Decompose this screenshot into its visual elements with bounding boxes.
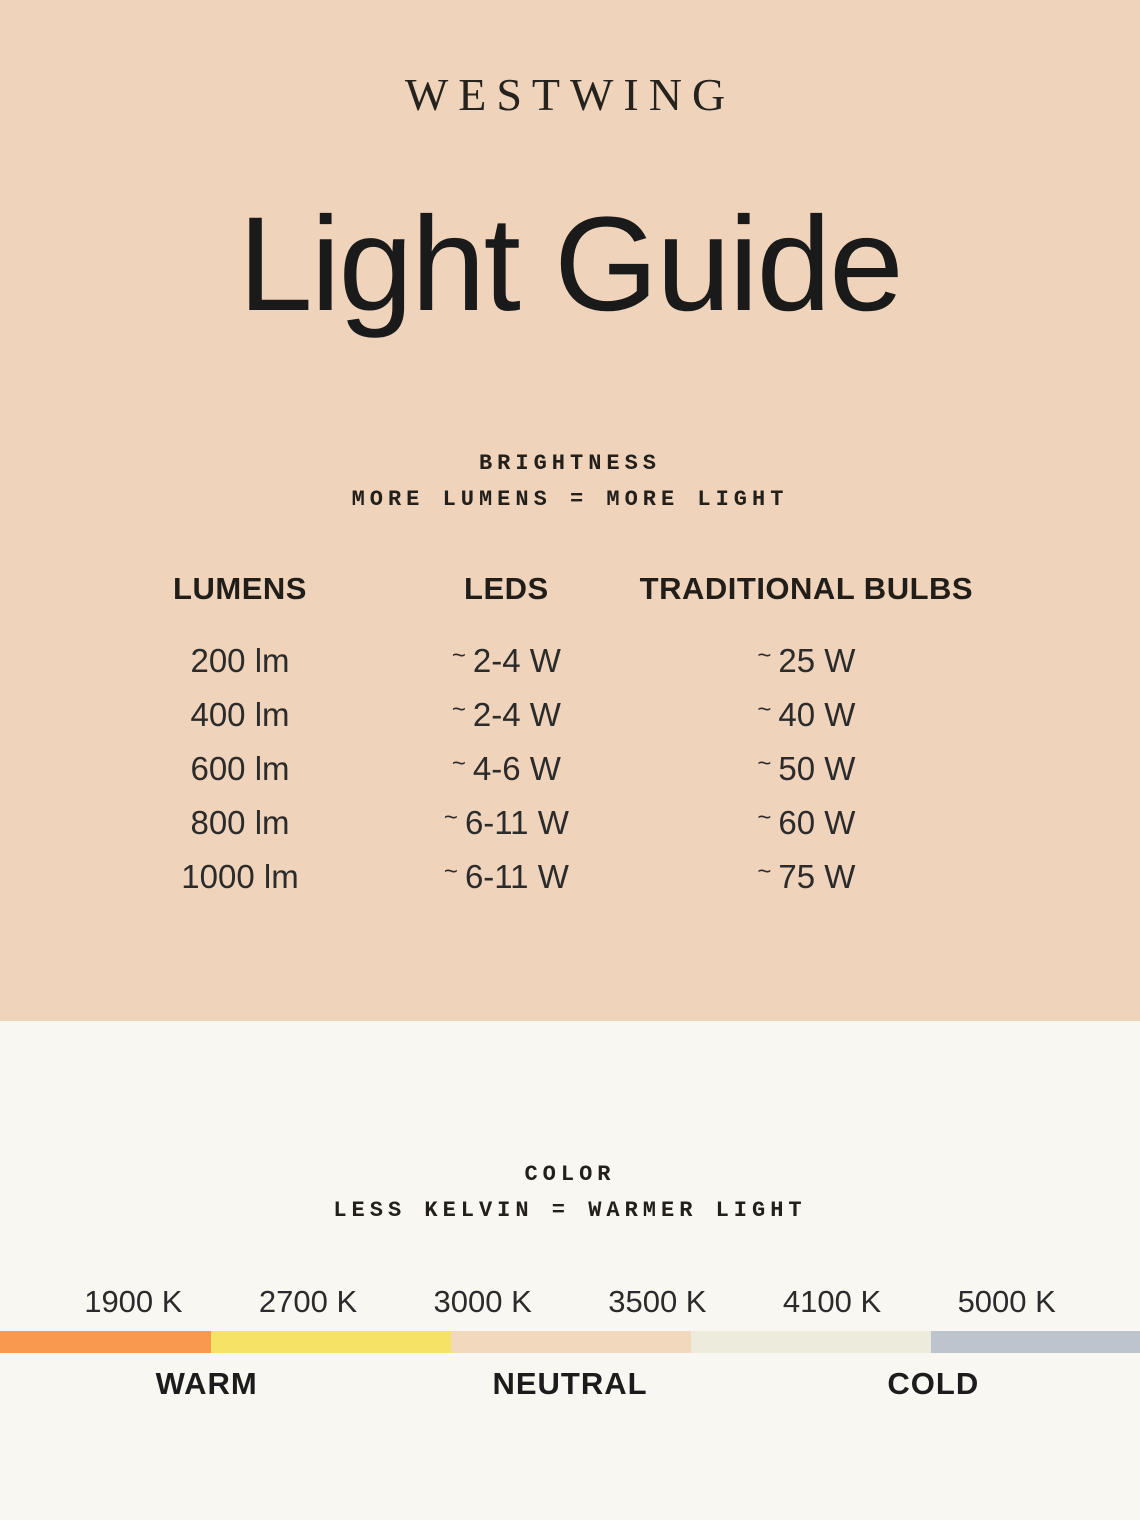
lumens-value: 800 lm: [190, 804, 290, 841]
approx-tilde: ~: [443, 804, 458, 831]
lumens-value: 600 lm: [190, 750, 290, 787]
color-temperature-scale-bar: [0, 1331, 1140, 1353]
scale-segment-neutral-cream: [691, 1331, 932, 1353]
lumens-table: [60, 572, 1020, 904]
approx-tilde: ~: [451, 642, 466, 669]
leds-watts: 2-4 W: [472, 642, 561, 679]
table-row: [60, 742, 1020, 796]
kelvin-label: 3000 K: [433, 1284, 532, 1319]
traditional-watts: 25 W: [778, 642, 856, 679]
scale-segment-warm-orange: [0, 1331, 211, 1353]
color-temperature-section: [0, 1021, 1140, 1520]
brand-logo: WESTWING: [404, 69, 736, 120]
approx-tilde: ~: [451, 750, 466, 777]
column-header-leds: LEDS: [464, 571, 549, 606]
kelvin-label: 4100 K: [782, 1284, 882, 1319]
lumens-value: 200 lm: [190, 642, 290, 679]
leds-watts: 4-6 W: [472, 750, 561, 787]
scale-segment-neutral-peach: [451, 1331, 690, 1353]
lumens-value: 1000 lm: [181, 858, 299, 895]
traditional-value: [593, 804, 1020, 842]
temperature-label-neutral: NEUTRAL: [492, 1366, 648, 1401]
table-row: [60, 850, 1020, 904]
temperature-labels: [0, 1366, 1140, 1402]
kelvin-label: 2700 K: [258, 1284, 358, 1319]
table-header-row: [60, 572, 1020, 606]
temperature-label-warm: WARM: [155, 1366, 258, 1401]
traditional-watts: 60 W: [778, 804, 856, 841]
table-body: [60, 634, 1020, 904]
page-title: Light Guide: [238, 190, 902, 339]
column-header-traditional-bulbs: TRADITIONAL BULBS: [639, 571, 974, 606]
color-heading: COLOR: [524, 1162, 616, 1187]
table-row: [60, 634, 1020, 688]
approx-tilde: ~: [757, 642, 772, 669]
leds-value: [420, 804, 593, 842]
color-heading-block: [0, 1021, 1140, 1229]
leds-value: [420, 642, 593, 680]
traditional-value: [593, 642, 1020, 680]
traditional-value: [593, 858, 1020, 896]
column-header-lumens: LUMENS: [173, 571, 307, 606]
brightness-heading: BRIGHTNESS: [478, 451, 662, 476]
brightness-subheading: MORE LUMENS = MORE LIGHT: [351, 487, 789, 512]
approx-tilde: ~: [757, 750, 772, 777]
leds-value: [420, 750, 593, 788]
table-row: [60, 688, 1020, 742]
approx-tilde: ~: [757, 804, 772, 831]
color-subheading: LESS KELVIN = WARMER LIGHT: [333, 1198, 807, 1223]
approx-tilde: ~: [451, 696, 466, 723]
traditional-value: [593, 696, 1020, 734]
approx-tilde: ~: [443, 858, 458, 885]
kelvin-label: 3500 K: [608, 1284, 707, 1319]
approx-tilde: ~: [757, 696, 772, 723]
traditional-watts: 40 W: [778, 696, 856, 733]
scale-segment-cold-blue-gray: [931, 1331, 1140, 1353]
kelvin-scale-labels: [0, 1285, 1140, 1319]
leds-watts: 2-4 W: [472, 696, 561, 733]
traditional-value: [593, 750, 1020, 788]
leds-value: [420, 858, 593, 896]
lumens-value: 400 lm: [190, 696, 290, 733]
brightness-heading-block: [0, 446, 1140, 518]
traditional-watts: 75 W: [778, 858, 856, 895]
leds-watts: 6-11 W: [464, 858, 569, 895]
kelvin-label: 5000 K: [957, 1284, 1056, 1319]
approx-tilde: ~: [757, 858, 772, 885]
kelvin-label: 1900 K: [84, 1284, 183, 1319]
temperature-label-cold: COLD: [887, 1366, 980, 1401]
table-row: [60, 796, 1020, 850]
leds-value: [420, 696, 593, 734]
leds-watts: 6-11 W: [464, 804, 569, 841]
traditional-watts: 50 W: [778, 750, 856, 787]
scale-segment-warm-yellow: [211, 1331, 452, 1353]
